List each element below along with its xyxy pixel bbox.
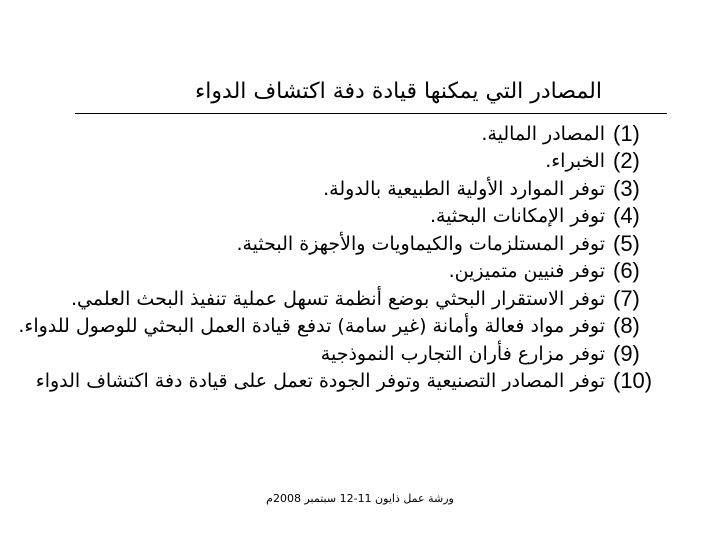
list-item-number: (2): [613, 148, 640, 174]
list-item: [0, 313, 653, 341]
list-item-text: توفر مواد فعالة وأمانة (غير سامة) تدفع قيادة العمل البحثي للوصول للدواء.: [18, 315, 605, 338]
list-item-number: (1): [613, 120, 640, 146]
list-item: [0, 230, 653, 258]
numbered-list: [0, 120, 653, 395]
list-item: [0, 258, 653, 286]
list-item: [0, 340, 653, 368]
list-item-text: توفر فنيين متميزين.: [448, 260, 605, 283]
list-item-number: (7): [613, 285, 640, 311]
list-item-number: (8): [613, 313, 640, 339]
list-item-number: (4): [613, 203, 640, 229]
list-item: [0, 148, 653, 176]
slide-footer: ورشة عمل ذايون 11-12 سبتمبر 2008م: [266, 492, 454, 505]
list-item-number: (5): [613, 230, 640, 256]
list-item-text: توفر المصادر التصنيعية وتوفر الجودة تعمل على قيادة دفة اكتشاف الدواء: [35, 370, 605, 393]
list-item-text: الخبراء.: [545, 150, 605, 173]
list-item-text: توفر الاستقرار البحثي بوضع أنظمة تسهل عملية تنفيذ البحث العلمي.: [70, 287, 605, 310]
slide-title: المصادر التي يمكنها قيادة دفة اكتشاف الدواء: [194, 79, 602, 104]
list-item-number: (9): [613, 340, 640, 366]
list-item-text: توفر الموارد الأولية الطبيعية بالدولة.: [323, 177, 605, 200]
list-item-number: (3): [613, 175, 640, 201]
list-item: [0, 285, 653, 313]
list-item: [0, 120, 653, 148]
list-item-number: (10): [613, 368, 653, 394]
list-item-text: توفر الإمكانات البحثية.: [429, 205, 605, 228]
list-item: [0, 203, 653, 231]
list-item: [0, 175, 653, 203]
list-item: [0, 368, 653, 396]
list-item-text: المصادر المالية.: [481, 122, 605, 145]
list-item-text: توفر المستلزمات والكيماويات والأجهزة البحثية.: [236, 232, 605, 255]
list-item-text: توفر مزارع فأران التجارب النموذجية: [320, 342, 605, 365]
title-underline: [75, 113, 667, 114]
list-item-number: (6): [613, 258, 640, 284]
